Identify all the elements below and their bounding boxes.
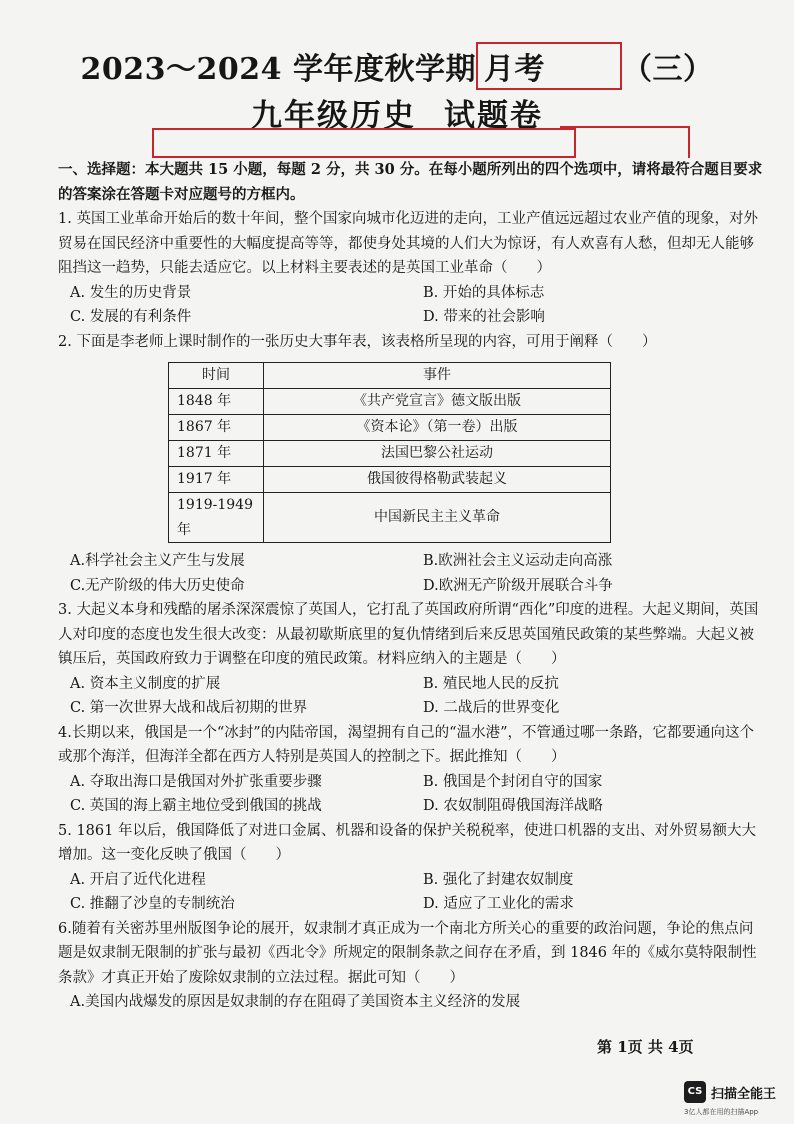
table-row (169, 493, 611, 543)
table-row (169, 441, 611, 467)
title-prefix: 2023～2024 学年度秋学期 (80, 52, 476, 87)
scanner-logo-icon: CS (684, 1081, 706, 1103)
option-b: B. 开始的具体标志 (423, 284, 545, 301)
question-1-options (58, 281, 764, 330)
option-a: A.科学社会主义产生与发展 (70, 553, 245, 569)
option-d: D. 带来的社会影响 (423, 309, 545, 325)
option-c: C.无产阶级的伟大历史使命 (70, 577, 245, 594)
redacted-title-box (476, 42, 622, 90)
redaction-box-corner (560, 126, 690, 158)
table-row (169, 415, 611, 441)
option-a: A.美国内战爆发的原因是奴隶制的存在阻碍了美国资本主义经济的发展 (70, 994, 521, 1010)
redaction-box (152, 128, 576, 158)
option-d: D. 二战后的世界变化 (423, 700, 560, 716)
question-3-stem: 3. 大起义本身和残酷的屠杀深深震惊了英国人，它打乱了英国政府所谓“西化”印度的进程。大起义期间，英国人对印度的态度也发生很大改变：从最初歇斯底里的复仇情绪到后来反思英国殖民政策的某些弊端。大起义被镇压后，英国政府致力于调整在印度的殖民政策。材料应纳入的主题是（ ） (58, 602, 759, 667)
table-row (169, 467, 611, 493)
scanner-app-name: 扫描全能王 (711, 1087, 777, 1102)
paper-type-label: 试题卷 (444, 98, 543, 134)
question-2-stem: 2. 下面是李老师上课时制作的一张历史大事年表，该表格所呈现的内容，可用于阐释（ ） (58, 333, 657, 350)
question-2-options (58, 549, 764, 598)
subject-label: 九年级历史 (251, 98, 416, 134)
option-a: A. 开启了近代化进程 (70, 871, 206, 888)
question-5-options (58, 868, 764, 917)
question-5-stem: 5. 1861 年以后，俄国降低了对进口金属、机器和设备的保护关税税率，使进口机器的支出、对外贸易额大大增加。这一变化反映了俄国（ ） (58, 822, 756, 863)
table-header-time: 时间 (169, 363, 264, 389)
history-timeline-table (168, 362, 611, 543)
option-b: B. 强化了封建农奴制度 (423, 871, 574, 888)
section-heading: 一、选择题：本大题共 15 小题，每题 2 分，共 30 分。在每小题所列出的四个选项中，请将最符合题目要求的答案涂在答题卡对应题号的方框内。 (58, 161, 763, 203)
scanner-app-tagline: 3亿人都在用的扫描App (684, 1108, 759, 1116)
exam-content (58, 158, 764, 1015)
table-cell-event: 俄国彼得格勒武装起义 (264, 467, 611, 493)
scanner-watermark (684, 1081, 790, 1121)
option-a: A. 发生的历史背景 (70, 284, 192, 301)
question-6-stem: 6.随着有关密苏里州版图争论的展开，奴隶制才真正成为一个南北方所关心的重要的政治问题，争论的焦点问题是奴隶制无限制的扩张与最初《西北令》所规定的限制条款之间存在矛盾，到 1846 年的《威尔莫特限制性条款》才真正开始了废除奴隶制的立法过程。据此可知（ ） (58, 920, 757, 986)
option-a: A. 资本主义制度的扩展 (70, 675, 221, 692)
page-number: 第 1页 共 4页 (597, 1038, 694, 1056)
table-cell-event: 中国新民主主义革命 (264, 493, 611, 543)
option-c: C. 推翻了沙皇的专制统治 (70, 896, 235, 912)
option-a: A. 夺取出海口是俄国对外扩张重要步骤 (70, 773, 322, 790)
option-b: B. 殖民地人民的反抗 (423, 675, 559, 692)
table-cell-time: 1917 年 (169, 467, 264, 493)
table-cell-event: 法国巴黎公社运动 (264, 441, 611, 467)
title-suffix: （三） (621, 52, 714, 87)
question-6-options (58, 990, 764, 1015)
question-4-stem: 4.长期以来，俄国是一个“冰封”的内陆帝国，渴望拥有自己的“温水港”，不管通过哪一条路，它都要通向这个或那个海洋，但海洋全都在西方人特别是英国人的控制之下。据此推知（ ） (58, 724, 754, 765)
option-b: B. 俄国是个封闭自守的国家 (423, 773, 603, 790)
option-d: D. 农奴制阻碍俄国海洋战略 (423, 798, 603, 814)
exam-title (0, 42, 794, 90)
option-b: B.欧洲社会主义运动走向高涨 (423, 553, 613, 569)
table-cell-time: 1871 年 (169, 441, 264, 467)
table-cell-event: 《资本论》（第一卷）出版 (264, 415, 611, 441)
question-3-options (58, 672, 764, 721)
table-cell-time: 1919-1949 年 (169, 493, 264, 543)
table-cell-time: 1848 年 (169, 389, 264, 415)
question-1-stem: 1. 英国工业革命开始后的数十年间，整个国家向城市化迈进的走向，工业产值远远超过农业产值的现象，对外贸易在国民经济中重要性的大幅度提高等等，都使身处其境的人们大为惊讶，有人欢喜有人愁，但却无人能够阻挡这一趋势，只能去适应它。以上材料主要表述的是英国工业革命（ ） (58, 211, 758, 276)
option-d: D. 适应了工业化的需求 (423, 896, 574, 912)
option-d: D.欧洲无产阶级开展联合斗争 (423, 577, 613, 594)
table-row (169, 389, 611, 415)
option-c: C. 发展的有利条件 (70, 309, 192, 325)
option-c: C. 英国的海上霸主地位受到俄国的挑战 (70, 798, 322, 814)
table-cell-event: 《共产党宣言》德文版出版 (264, 389, 611, 415)
table-header-row (169, 363, 611, 389)
title-boxed-text: 月考 (483, 52, 545, 87)
table-cell-time: 1867 年 (169, 415, 264, 441)
question-4-options (58, 770, 764, 819)
option-c: C. 第一次世界大战和战后初期的世界 (70, 700, 308, 716)
table-header-event: 事件 (264, 363, 611, 389)
